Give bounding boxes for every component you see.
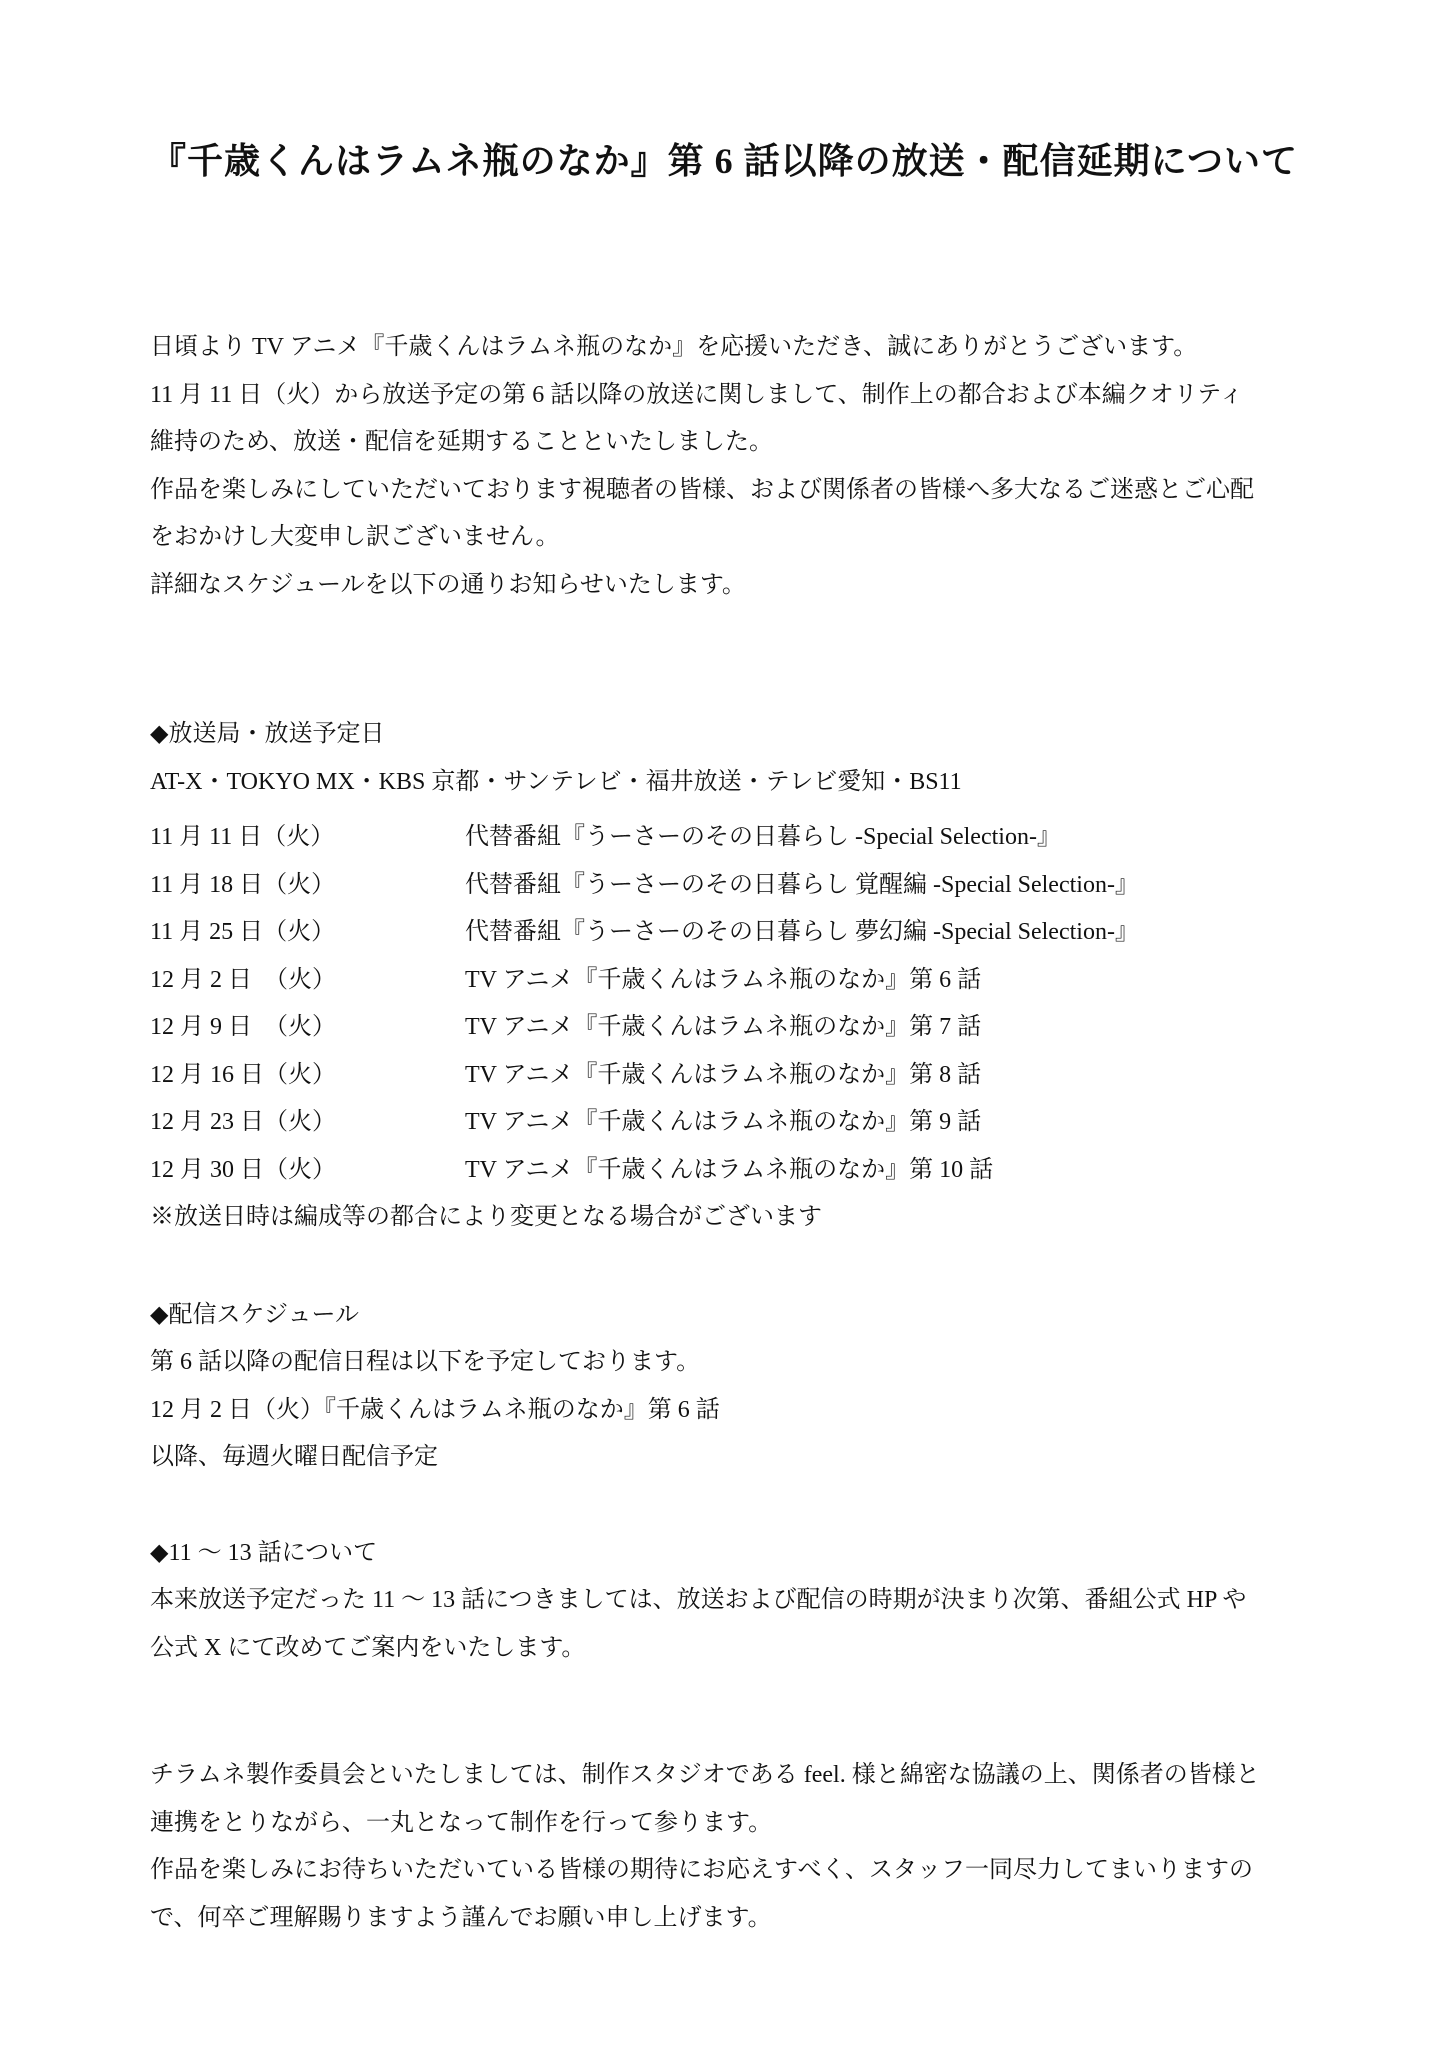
episodes-line: 公式 X にて改めてご案内をいたします。 — [150, 1634, 586, 1661]
streaming-section-heading: ◆配信スケジュール — [150, 1301, 360, 1328]
closing-line: で、何卒ご理解賜りますよう謹んでお願い申し上げます。 — [150, 1904, 772, 1931]
schedule-row — [150, 957, 1358, 1005]
intro-line: 作品を楽しみにしていただいております視聴者の皆様、および関係者の皆様へ多大なるご迷惑とご心配 — [150, 476, 1254, 503]
schedule-date: 12 月 2 日 （火） — [150, 966, 336, 993]
streaming-line: 以降、毎週火曜日配信予定 — [150, 1444, 438, 1471]
broadcast-section — [150, 711, 1358, 806]
schedule-row — [150, 909, 1358, 957]
broadcast-section-heading: ◆放送局・放送予定日 — [150, 721, 385, 748]
page-title: 『千歳くんはラムネ瓶のなか』第 6 話以降の放送・配信延期について — [150, 141, 1298, 182]
streaming-section — [150, 1292, 1358, 1482]
schedule-row — [150, 862, 1358, 910]
episodes-11-13-section — [150, 1530, 1358, 1673]
schedule-date: 12 月 16 日（火） — [150, 1061, 336, 1088]
episodes-line: 本来放送予定だった 11 ～ 13 話につきましては、放送および配信の時期が決まり次第、番組公式 HP や — [150, 1587, 1247, 1614]
schedule-row — [150, 1052, 1358, 1100]
schedule-row — [150, 1147, 1358, 1195]
document-body — [0, 324, 1448, 1942]
schedule-program: TV アニメ『千歳くんはラムネ瓶のなか』第 6 話 — [465, 966, 982, 993]
schedule-program: 代替番組『うーさーのその日暮らし 夢幻編 -Special Selection-』 — [465, 919, 1139, 946]
schedule-row — [150, 814, 1358, 862]
closing-line: 作品を楽しみにお待ちいただいている皆様の期待にお応えすべく、スタッフ一同尽力してまいりますの — [150, 1857, 1254, 1884]
schedule-program: TV アニメ『千歳くんはラムネ瓶のなか』第 9 話 — [465, 1109, 982, 1136]
broadcast-note: ※放送日時は編成等の都合により変更となる場合がございます — [150, 1204, 822, 1231]
intro-paragraph — [150, 324, 1358, 609]
schedule-program: TV アニメ『千歳くんはラムネ瓶のなか』第 10 話 — [465, 1156, 994, 1183]
closing-line: 連携をとりながら、一丸となって制作を行って参ります。 — [150, 1809, 773, 1836]
schedule-date: 11 月 25 日（火） — [150, 919, 336, 946]
schedule-row — [150, 1099, 1358, 1147]
intro-line: 維持のため、放送・配信を延期することといたしました。 — [150, 429, 774, 456]
closing-line: チラムネ製作委員会といたしましては、制作スタジオである feel. 様と綿密な協議の上、関係者の皆様と — [150, 1762, 1260, 1789]
episodes-section-heading: ◆11 ～ 13 話について — [150, 1539, 378, 1566]
schedule-date: 12 月 23 日（火） — [150, 1109, 336, 1136]
streaming-line: 12 月 2 日（火）『千歳くんはラムネ瓶のなか』第 6 話 — [150, 1396, 720, 1423]
schedule-row — [150, 1004, 1358, 1052]
intro-line: 詳細なスケジュールを以下の通りお知らせいたします。 — [150, 571, 746, 598]
closing-paragraph — [150, 1752, 1358, 1942]
station-list: AT-X・TOKYO MX・KBS 京都・サンテレビ・福井放送・テレビ愛知・BS11 — [150, 768, 962, 795]
schedule-program: TV アニメ『千歳くんはラムネ瓶のなか』第 8 話 — [465, 1061, 982, 1088]
schedule-program: 代替番組『うーさーのその日暮らし 覚醒編 -Special Selection-』 — [465, 871, 1139, 898]
schedule-date: 11 月 11 日（火） — [150, 824, 335, 851]
streaming-line: 第 6 話以降の配信日程は以下を予定しております。 — [150, 1349, 701, 1376]
schedule-program: TV アニメ『千歳くんはラムネ瓶のなか』第 7 話 — [465, 1014, 982, 1041]
intro-line: 11 月 11 日（火）から放送予定の第 6 話以降の放送に関しまして、制作上の都合および本編クオリティ — [150, 381, 1244, 408]
intro-line: 日頃より TV アニメ『千歳くんはラムネ瓶のなか』を応援いただき、誠にありがとうございます。 — [150, 334, 1198, 361]
schedule-date: 12 月 30 日（火） — [150, 1156, 336, 1183]
intro-line: をおかけし大変申し訳ございません。 — [150, 524, 560, 551]
schedule-program: 代替番組『うーさーのその日暮らし -Special Selection-』 — [465, 824, 1061, 851]
schedule-date: 11 月 18 日（火） — [150, 871, 336, 898]
schedule-date: 12 月 9 日 （火） — [150, 1014, 336, 1041]
broadcast-schedule-list — [150, 814, 1358, 1242]
